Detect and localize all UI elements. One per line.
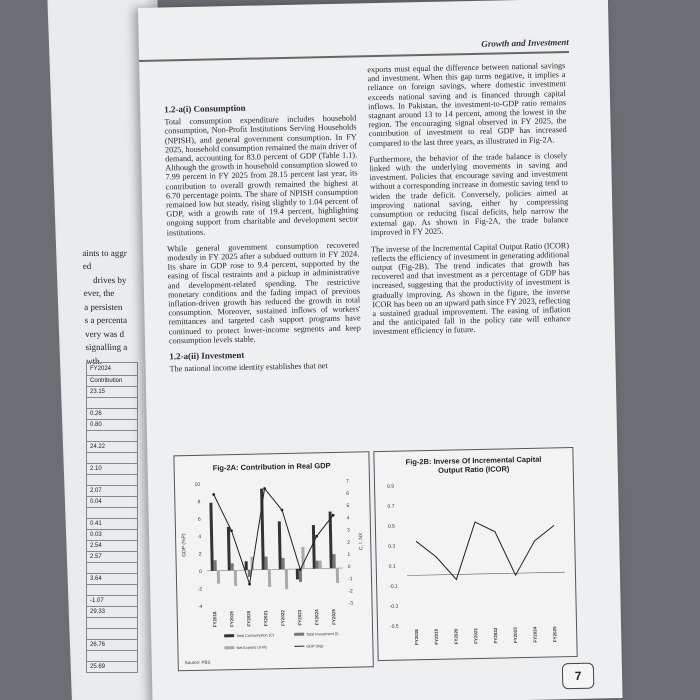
- table-cell: [86, 398, 138, 409]
- table-cell: 0.80: [86, 420, 138, 431]
- bar: [209, 503, 213, 571]
- table-cell: [86, 618, 138, 629]
- page-number: 7: [562, 663, 595, 690]
- y2-tick-label: 6: [346, 490, 350, 497]
- x-tick-label: FY2023: [297, 609, 303, 626]
- y2-tick-label: 0: [347, 564, 351, 571]
- legend-label: Total Consumption (C): [236, 633, 274, 639]
- bar: [316, 561, 319, 569]
- legend-label: Total Investment (I): [306, 631, 339, 637]
- bar: [285, 569, 288, 589]
- x-tick-label: FY2020: [246, 610, 252, 627]
- y-axis-label: GDP (%P): [181, 533, 188, 557]
- legend-label: GDP (mp): [306, 644, 324, 649]
- paragraph: The inverse of the Incremental Capital Output Ratio (ICOR) reflects the efficiency of investment in generating additional output (Fig-2B). The trend indicates that growth has recovered and that investment as a percentage of GDP has increased, suggesting that the productivity of investment is gradually improving. As shown in the figure, the inverse ICOR has been on an upward path since FY 2023, reflecting a sustained gradual improvement. The easing of inflation and the anticipated fall in the policy rate will enhance investment efficiency in future.: [371, 240, 571, 337]
- legend-swatch: [224, 634, 234, 637]
- x-tick-label: FY2024: [532, 626, 538, 643]
- y-tick-label: 0.9: [387, 483, 395, 490]
- bar: [296, 569, 299, 580]
- y-tick-label: -2: [197, 586, 203, 593]
- table-cell: [86, 453, 138, 464]
- x-tick-label: FY2022: [280, 610, 286, 626]
- legend-label: Net Exports (X-M): [236, 645, 267, 651]
- table-cell: 2.54: [86, 541, 138, 552]
- y-tick-label: -4: [198, 603, 203, 610]
- figure-2b: [373, 447, 577, 661]
- table-cell: 25.69: [86, 662, 138, 673]
- bar: [282, 558, 285, 569]
- right-text-column: [367, 61, 571, 344]
- icor-chart: [375, 470, 577, 658]
- paragraph: The national income identity establishes that net: [169, 361, 328, 374]
- paragraph: Furthermore, the behavior of the trade balance is closely linked with the underlying movements in saving and investment. Policies that encourage saving and investment without a corresponding increase in domestic saving tend to widen the trade deficit. Conversely, policies aimed at improving national saving, either by compressing consumption or reducing fiscal deficits, help narrow the external gap. As shown in Fig-2A, the trade balance improved in FY 2025.: [369, 150, 569, 238]
- x-tick-label: FY2019: [433, 628, 440, 645]
- bar: [231, 563, 234, 570]
- left-page-fragment: wth.: [85, 356, 102, 366]
- icor-line: [416, 520, 555, 580]
- x-tick-label: FY2024: [314, 609, 320, 626]
- table-cell: 0.26: [86, 409, 138, 420]
- table-cell: 24.22: [86, 442, 138, 453]
- x-tick-label: FY2022: [492, 627, 499, 644]
- y-tick-label: 4: [198, 534, 202, 541]
- y2-axis-label: C, I, NX: [358, 532, 365, 551]
- left-page-table: [86, 362, 138, 673]
- contribution-chart: [175, 466, 373, 670]
- y-tick-label: 0: [198, 568, 202, 575]
- table-cell: 2.07: [86, 486, 138, 497]
- x-tick-label: FY2019: [229, 611, 235, 627]
- y-tick-label: 10: [194, 481, 201, 488]
- table-cell: 2.57: [86, 552, 138, 563]
- y2-tick-label: 4: [346, 515, 350, 522]
- paragraph: While general government consumption recovered modestly in FY 2025 after a subdued outturn in FY 2024. Its share in GDP rose to 9.4 percent, supported by the easing of fiscal restraints and a pickup in administrative and development-related spending. The restrictive monetary conditions and the fading impact of previous inflation-driven growth has reduced the growth in total consumption. Moreover, sustained inflows of workers' remittances and targeted cash support programs have continued to protect lower-income segments and keep consumption levels stable.: [166, 240, 361, 346]
- table-cell: [86, 651, 138, 662]
- paragraph: exports must equal the difference between national savings and investment. When this gap turns negative, it implies a reliance on foreign savings, where domestic investment exceeds national saving and is financed through capital inflows. In Pakistan, the investment-to-GDP ratio remains stagnant around 13 to 14 percent, among the lowest in the region. The encouraging signal observed in FY 2025, the contribution of investment to real GDP has increased compared to the last three years, as illustrated in Fig-2A.: [367, 61, 567, 148]
- table-cell: [86, 563, 138, 574]
- table-subheader: Contribution: [86, 376, 138, 387]
- paragraph: Total consumption expenditure includes household consumption, Non-Profit Institutions Serving Households (NPISH), and general government consumption. In FY 2025, household consumption remained the main driver of demand, accounting for 83.0 percent of GDP (Table 1.1). Although the growth in household consumption slowed to 7.99 percent in FY 2025 from 28.15 percent last year, its contribution to overall growth remained the highest at 6.70 percentage points. The share of NPISH consumption remained low but steady, rising slightly to 1.04 percent of GDP, with a growth rate of 19.4 percent, highlighting ongoing support from charitable and development sector institutions.: [164, 113, 359, 238]
- x-tick-label: FY2021: [473, 628, 479, 644]
- bar: [336, 568, 339, 583]
- bar: [319, 561, 322, 569]
- source-note: Source: PBS: [184, 659, 211, 666]
- chart-title: Fig-2B: Inverse Of Incremental Capital Output Ratio (ICOR): [405, 454, 542, 475]
- y-tick-label: -0.5: [389, 623, 399, 630]
- left-page-fragment: ed: [82, 261, 92, 271]
- y2-tick-label: -2: [348, 588, 353, 595]
- table-cell: 2.10: [86, 464, 138, 475]
- bar: [312, 525, 316, 569]
- y-tick-label: 0.1: [388, 563, 396, 570]
- gdp-point: [248, 583, 251, 586]
- left-text-column: [164, 101, 362, 380]
- x-tick-label: FY2021: [263, 610, 269, 627]
- header-rule: [139, 51, 569, 62]
- bar: [234, 570, 237, 586]
- table-cell: 3.64: [86, 574, 138, 585]
- y2-tick-label: -1: [347, 576, 353, 583]
- bar: [332, 554, 335, 568]
- y-tick-label: 0.5: [387, 523, 395, 530]
- table-cell: [86, 431, 138, 442]
- y-tick-label: 6: [197, 516, 201, 523]
- bar: [227, 527, 231, 571]
- x-tick-label: FY2025: [331, 608, 337, 625]
- table-cell: 0.04: [86, 497, 138, 508]
- left-page-fragment: signalling a: [85, 342, 128, 352]
- left-page-fragment: drives by: [93, 275, 127, 285]
- y2-tick-label: 3: [346, 527, 350, 534]
- legend-swatch: [224, 646, 234, 649]
- table-cell: [86, 475, 138, 486]
- y2-tick-label: 2: [347, 539, 351, 546]
- left-page-fragment: ever, the: [83, 288, 115, 298]
- table-header: FY2024: [86, 362, 138, 376]
- section-heading: 1.2-a(i) Consumption: [164, 102, 246, 115]
- y-tick-label: 0.3: [388, 543, 396, 550]
- zero-line: [207, 568, 343, 571]
- table-cell: 23.15: [86, 387, 138, 398]
- y2-tick-label: 7: [345, 478, 349, 485]
- bar: [217, 571, 220, 584]
- x-tick-label: FY2018: [212, 611, 218, 628]
- table-cell: 29.33: [86, 607, 138, 618]
- y-tick-label: 8: [197, 499, 201, 506]
- y2-tick-label: 5: [346, 503, 350, 510]
- subsection-heading: 1.2-a(ii) Investment: [169, 349, 245, 362]
- legend-swatch: [294, 633, 304, 636]
- table-cell: [86, 629, 138, 640]
- left-page-fragment: aints to aggr: [82, 248, 127, 258]
- table-cell: 26.76: [86, 640, 138, 651]
- table-cell: 0.41: [86, 519, 138, 530]
- y2-tick-label: -3: [348, 600, 354, 607]
- x-tick-label: FY2018: [413, 629, 420, 646]
- y-tick-label: -0.1: [389, 583, 398, 590]
- x-tick-label: FY2025: [552, 626, 558, 643]
- zero-line: [407, 572, 565, 575]
- table-cell: [86, 585, 138, 596]
- table-cell: [86, 508, 138, 519]
- bar: [245, 561, 248, 570]
- bar: [265, 556, 268, 569]
- bar: [214, 560, 217, 571]
- table-cell: 0.03: [86, 530, 138, 541]
- y2-tick-label: 1: [347, 551, 351, 558]
- y-tick-label: 2: [198, 551, 202, 558]
- table-cell: -1.07: [86, 596, 138, 607]
- main-page: [138, 0, 623, 700]
- left-page-fragment: s a percenta: [84, 315, 128, 325]
- bar: [278, 521, 282, 569]
- figure-2a: [173, 451, 373, 671]
- x-tick-label: FY2020: [453, 628, 459, 645]
- y-tick-label: -0.3: [389, 603, 399, 610]
- running-header: Growth and Investment: [481, 36, 569, 49]
- left-page-fragment: a persisten: [83, 302, 123, 312]
- y-tick-label: 0.7: [387, 503, 395, 510]
- chart-title: Fig-2A: Contribution in Real GDP: [212, 461, 331, 473]
- left-page-fragment: very was d: [84, 329, 125, 339]
- x-tick-label: FY2023: [512, 627, 519, 644]
- bar: [268, 569, 271, 586]
